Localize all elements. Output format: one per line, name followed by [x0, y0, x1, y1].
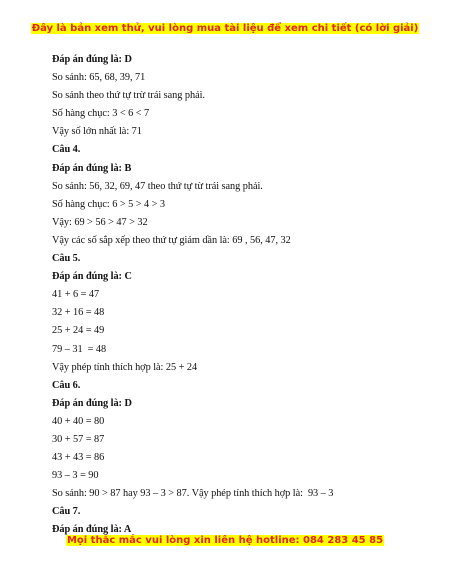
text-line: 41 + 6 = 47 — [52, 289, 100, 301]
text-line: Vậy phép tính thích hợp là: 25 + 24 — [52, 361, 198, 373]
heading-line: Câu 4. — [52, 144, 81, 156]
text-line: Vậy: 69 > 56 > 47 > 32 — [52, 216, 148, 228]
preview-notice-banner — [0, 22, 450, 35]
heading-line: Đáp án đúng là: B — [52, 162, 132, 174]
text-line: Số hàng chục: 6 > 5 > 4 > 3 — [52, 198, 166, 210]
preview-notice-text: Đây là bản xem thử, vui lòng mua tài liệu để xem chi tiết (có lời giải) — [31, 23, 419, 34]
heading-line: Đáp án đúng là: A — [52, 524, 132, 536]
hotline-banner — [0, 534, 450, 547]
text-line: 43 + 43 = 86 — [52, 452, 105, 464]
heading-line: Câu 7. — [52, 506, 81, 518]
heading-line: Đáp án đúng là: C — [52, 271, 132, 283]
heading-line: Câu 6. — [52, 379, 81, 391]
text-line: 93 – 3 = 90 — [52, 470, 99, 482]
text-line: 32 + 16 = 48 — [52, 307, 105, 319]
text-line: 40 + 40 = 80 — [52, 415, 105, 427]
text-line: So sánh theo thứ tự trừ trái sang phải. — [52, 90, 205, 102]
text-line: So sánh: 90 > 87 hay 93 – 3 > 87. Vậy phép tính thích hợp là: 93 – 3 — [52, 488, 334, 500]
heading-line: Đáp án đúng là: D — [52, 54, 132, 65]
text-line: Vậy các số sắp xếp theo thứ tự giảm dần là: 69 , 56, 47, 32 — [52, 234, 291, 246]
text-line: Số hàng chục: 3 < 6 < 7 — [52, 108, 150, 120]
answer-content — [52, 51, 432, 540]
heading-line: Đáp án đúng là: D — [52, 397, 132, 409]
text-line: 79 – 31 = 48 — [52, 343, 107, 355]
text-line: 25 + 24 = 49 — [52, 325, 105, 337]
heading-line: Câu 5. — [52, 253, 81, 265]
text-line: So sánh: 65, 68, 39, 71 — [52, 72, 146, 84]
hotline-text: Mọi thắc mắc vui lòng xin liên hệ hotline: 084 283 45 85 — [66, 535, 384, 546]
text-line: Vậy số lớn nhất là: 71 — [52, 126, 142, 138]
text-line: 30 + 57 = 87 — [52, 433, 105, 445]
text-line: So sánh: 56, 32, 69, 47 theo thứ tự từ trái sang phải. — [52, 180, 263, 192]
